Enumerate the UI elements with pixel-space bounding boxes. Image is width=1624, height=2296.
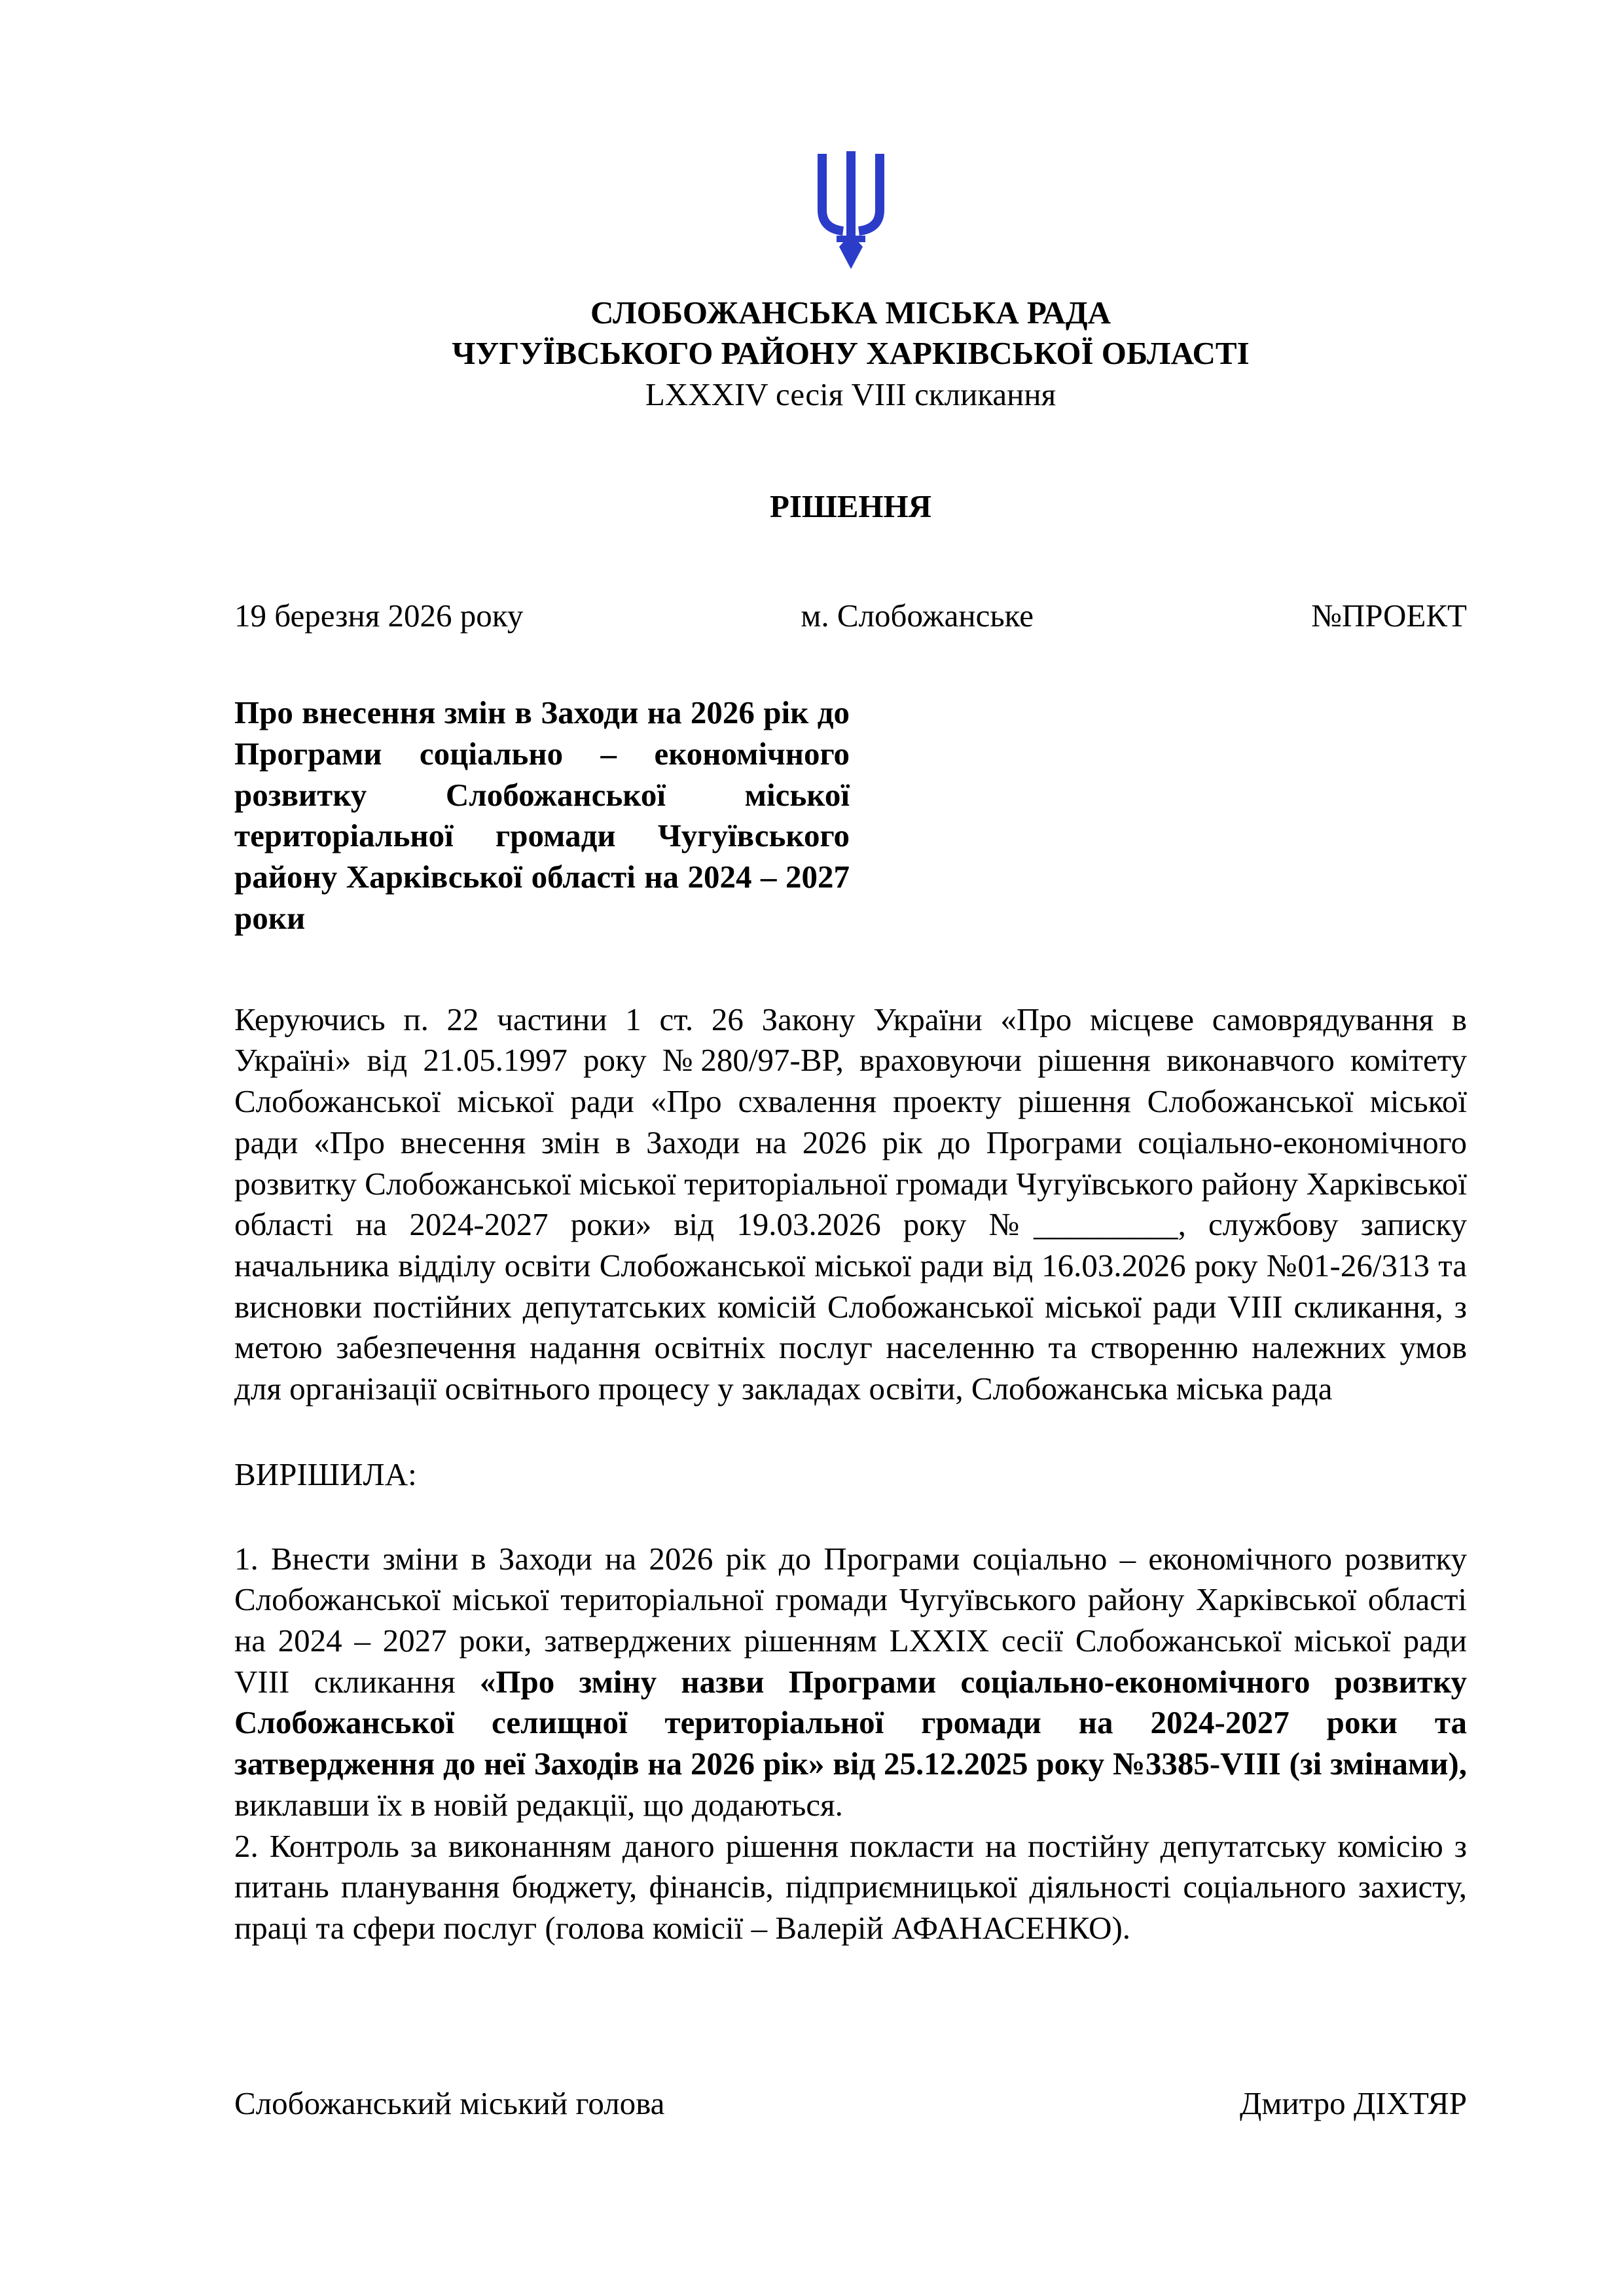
- subject-block: Про внесення змін в Заходи на 2026 рік до Програми соціально – економічного розвитку Слобожанської міської територіальної громади Чугуївського району Харківської області на 2024 – 2027 роки: [234, 694, 850, 936]
- resolution-items: [234, 1539, 1467, 1949]
- ukraine-trident-icon: [808, 147, 894, 283]
- signature-title: Слобожанський міський голова: [234, 2085, 665, 2121]
- document-header: [234, 147, 1467, 416]
- item-1: [234, 1539, 1467, 1826]
- district-name: ЧУГУЇВСЬКОГО РАЙОНУ ХАРКІВСЬКОЇ ОБЛАСТІ: [452, 335, 1250, 372]
- signature-row: [234, 2083, 1467, 2125]
- item-2: 2. Контроль за виконанням даного рішення покласти на постійну депутатську комісію з питань планування бюджету, фінансів, підприємницької діяльності соціального захисту, праці та сфери послуг (голова комісії – Валерій АФАНАСЕНКО).: [234, 1827, 1467, 1946]
- item-1-text-start: 1. Внести зміни в Заходи на 2026 рік до Програми соціально – економічного розвитку Слобожанської міської територіальної громади Чугуївського району Харківської області на 2024 – 2027 роки, затверджених рішенням LXXIX сесії Слобожанської міської ради VIII скликання: [234, 1540, 1467, 1700]
- signature-name: Дмитро ДІХТЯР: [1239, 2085, 1467, 2121]
- council-name: СЛОБОЖАНСЬКА МІСЬКА РАДА: [590, 294, 1111, 331]
- doc-type-title: РІШЕННЯ: [769, 488, 932, 524]
- doc-date: 19 березня 2026 року: [234, 597, 524, 634]
- item-1-referenced-decision: «Про зміну назви Програми соціально-економічного розвитку Слобожанської селищної територіальної громади на 2024-2027 роки та затвердження до неї Заходів на 2026 рік» від 25.12.2025 року №3385-VIII (зі змінами),: [234, 1663, 1467, 1782]
- resolved-heading: ВИРІШИЛА:: [234, 1456, 417, 1492]
- doc-number: №ПРОЕКТ: [1311, 597, 1467, 634]
- preamble-paragraph: Керуючись п. 22 частини 1 ст. 26 Закону України «Про місцеве самоврядування в Україні» від 21.05.1997 року №280/97-ВР, враховуючи рішення виконавчого комітету Слобожанської міської ради «Про схвалення проекту рішення Слобожанської міської ради «Про внесення змін в Заходи на 2026 рік до Програми соціально-економічного розвитку Слобожанської міської територіальної громади Чугуївського району Харківської області на 2024-2027 роки» від 19.03.2026 року №_________, службову записку начальника відділу освіти Слобожанської міської ради від 16.03.2026 року №01-26/313 та висновки постійних депутатських комісій Слобожанської міської ради VIII скликання, з метою забезпечення надання освітніх послуг населенню та створенню належних умов для організації освітнього процесу у закладах освіти, Слобожанська міська рада: [234, 1001, 1467, 1407]
- item-1-text-end: виклавши їх в новій редакції, що додаються.: [234, 1786, 843, 1823]
- doc-place: м. Слобожанське: [801, 597, 1034, 634]
- session-line: LXXXIV сесія VIII скликання: [645, 376, 1056, 413]
- meta-row: [234, 596, 1467, 637]
